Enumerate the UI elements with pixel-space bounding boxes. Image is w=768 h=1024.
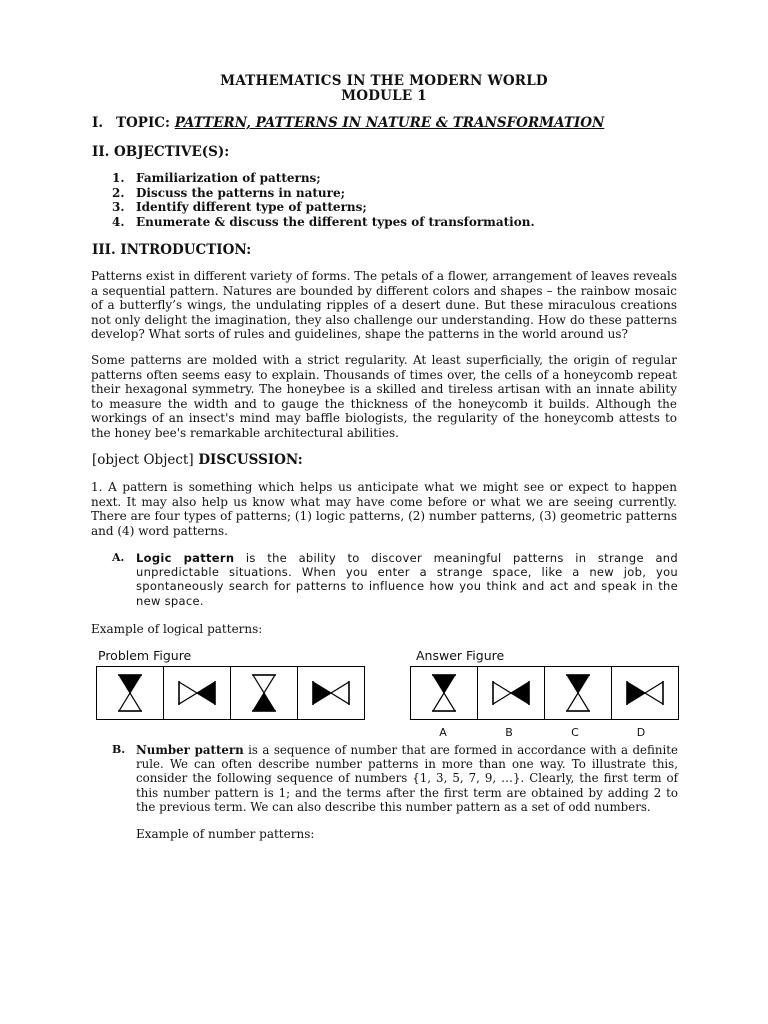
objectives-heading: II. OBJECTIVE(S): — [92, 144, 230, 160]
logic-pattern-section — [112, 551, 678, 608]
topic-heading — [92, 115, 604, 131]
logic-pattern-text: is the ability to discover meaningful patterns in strange and unpredictable situations. When you enter a strange space, like a new job, you spontaneously search for patterns to influence how you think and act and speak in the new space. — [136, 551, 678, 608]
list-item: 2. Discuss the patterns in nature; — [112, 185, 346, 200]
topic-value: PATTERN, PATTERNS IN NATURE & TRANSFORMATION — [174, 115, 605, 131]
objectives-list — [112, 171, 535, 229]
introduction-paragraph-1: Patterns exist in different variety of forms. The petals of a flower, arrangement of leaves reveals a sequential pattern. Natures are bounded by different colors and shapes – the rainbow mosaic of a butterfly’s wings, the undulating ripples of a desert dune. But these miraculous creations not only delight the imagination, they also challenge our understanding. How do these patterns develop? What sorts of rules and guidelines, shape the patterns in the world around us? — [91, 269, 677, 341]
logic-pattern-term: Logic pattern — [136, 551, 235, 565]
section-letter: B. — [112, 743, 126, 756]
problem-figure-label: Problem Figure — [98, 648, 192, 663]
figure-cell — [298, 667, 364, 719]
bowtie-left-filled-icon — [625, 678, 665, 708]
discussion-number: [object Object] — [92, 452, 194, 468]
list-item: 1. Familiarization of patterns; — [112, 171, 321, 185]
figure-cell — [97, 667, 164, 719]
introduction-paragraph-2: Some patterns are molded with a strict regularity. At least superficially, the origin of regular patterns often seems easy to explain. Thousands of times over, the cells of a honeycomb repeat their hexagonal symmetry. The honeybee is a skilled and tireless artisan with an innate ability to measure the width and to gauge the thickness of the honeycomb it builds. Although the workings of an insect's mind may baffle biologists, the regularity of the honeycomb attests to the honey bee's remarkable architectural abilities. — [91, 353, 677, 440]
introduction-heading: III. INTRODUCTION: — [92, 242, 252, 258]
figure-cell — [612, 667, 678, 719]
number-pattern-section — [112, 743, 678, 814]
answer-label-a: A — [439, 726, 447, 739]
bowtie-left-filled-icon — [311, 678, 351, 708]
hourglass-top-filled-icon — [429, 673, 459, 713]
figure-cell — [164, 667, 231, 719]
section-letter: A. — [112, 551, 125, 564]
discussion-heading — [92, 452, 303, 468]
document-title: MATHEMATICS IN THE MODERN WORLD — [220, 73, 548, 89]
hourglass-top-filled-icon — [115, 673, 145, 713]
list-item: 4. Enumerate & discuss the different types of transformation. — [112, 214, 535, 229]
answer-figure-label: Answer Figure — [416, 648, 505, 663]
answer-label-c: C — [571, 726, 579, 739]
figure-cell — [411, 667, 478, 719]
bowtie-right-filled-icon — [177, 678, 217, 708]
problem-figure — [96, 666, 365, 720]
figure-cell — [478, 667, 545, 719]
topic-label: TOPIC: — [116, 115, 170, 131]
discussion-paragraph: 1. A pattern is something which helps us anticipate what we might see or expect to happen next. It may also help us know what may have come before or what we are seeing currently. There are four types of patterns; (1) logic patterns, (2) number patterns, (3) geometric patterns and (4) word patterns. — [91, 480, 677, 538]
hourglass-bottom-filled-icon — [249, 673, 279, 713]
topic-number: I. — [92, 115, 104, 131]
number-pattern-term: Number pattern — [136, 743, 244, 757]
answer-label-b: B — [505, 726, 513, 739]
number-pattern-text: is a sequence of number that are formed in accordance with a definite rule. We can often describe number patterns in more than one way. To illustrate this, consider the following sequence of numbers {1, 3, 5, 7, 9, …}. Clearly, the first term of this number pattern is 1; and the terms after the first term are obtained by adding 2 to the previous term. We can also describe this number pattern as a set of odd numbers. — [136, 743, 678, 814]
answer-figure — [410, 666, 679, 720]
logic-example-label: Example of logical patterns: — [91, 622, 263, 636]
answer-label-d: D — [636, 726, 646, 739]
number-example-label: Example of number patterns: — [136, 827, 315, 841]
discussion-label: DISCUSSION: — [198, 452, 303, 468]
hourglass-top-filled-icon — [563, 673, 593, 713]
bowtie-right-filled-icon — [491, 678, 531, 708]
figure-cell — [545, 667, 612, 719]
module-label: MODULE 1 — [341, 88, 427, 104]
figure-cell — [231, 667, 298, 719]
list-item: 3. Identify different type of patterns; — [112, 200, 367, 215]
